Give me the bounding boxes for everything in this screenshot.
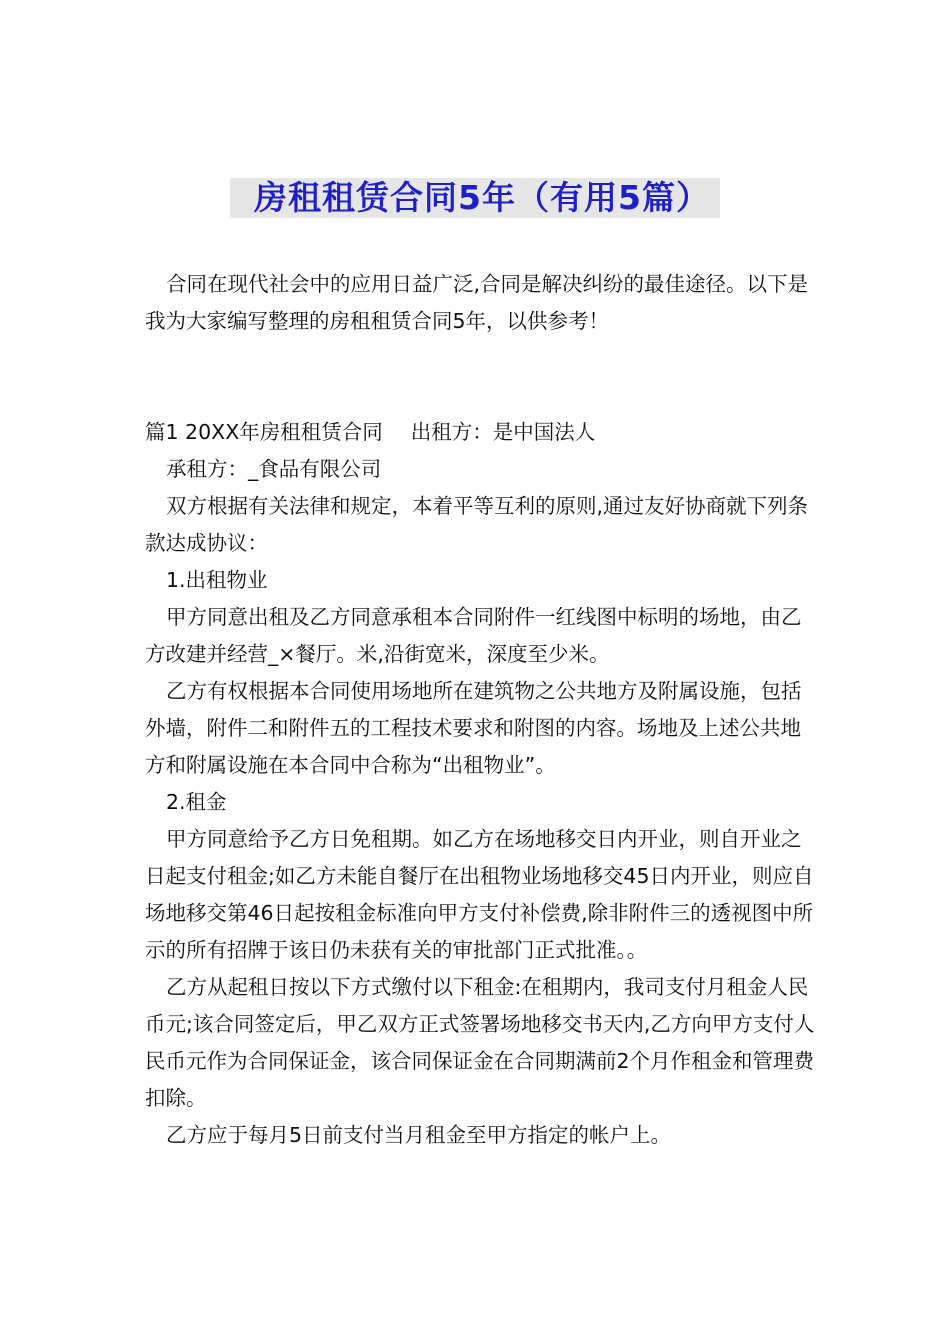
title-container xyxy=(0,178,950,218)
main-section xyxy=(145,414,815,1154)
section-heading: 篇1 20XX年房租租赁合同 xyxy=(145,420,383,444)
lessee-paragraph: 承租方：_食品有限公司 xyxy=(166,457,382,481)
document-title: 房租租赁合同5年（有用5篇） xyxy=(230,178,720,218)
rent-paragraph-1: 甲方同意给予乙方日免租期。如乙方在场地移交日内开业，则自开业之日起支付租金;如乙方未能自餐厅在出租物业场地移交45日内开业，则应自场地移交第46日起按租金标准向甲方支付补偿费,除非附件三的透视图中所示的所有招牌于该日仍未获有关的审批部门正式批准。。 xyxy=(145,827,814,962)
section-heading-line xyxy=(145,414,815,451)
rent-paragraph-2: 乙方从起租日按以下方式缴付以下租金:在租期内，我司支付月租金人民币元;该合同签定后，甲乙双方正式签署场地移交书天内,乙方向甲方支付人民币元作为合同保证金，该合同保证金在合同期满前2个月作租金和管理费扣除。 xyxy=(145,975,815,1110)
clause-heading-property: 1.出租物业 xyxy=(166,568,268,592)
property-paragraph-2: 乙方有权根据本合同使用场地所在建筑物之公共地方及附属设施，包括外墙，附件二和附件五的工程技术要求和附图的内容。场地及上述公共地方和附属设施在本合同中合称为“出租物业”。 xyxy=(145,679,802,777)
lessor-text: 出租方：是中国法人 xyxy=(410,420,596,444)
rent-paragraph-3: 乙方应于每月5日前支付当月租金至甲方指定的帐户上。 xyxy=(166,1123,672,1147)
intro-section xyxy=(145,266,815,340)
clause-heading-rent: 2.租金 xyxy=(166,790,227,814)
agreement-paragraph: 双方根据有关法律和规定，本着平等互利的原则,通过友好协商就下列条款达成协议： xyxy=(145,494,809,555)
intro-paragraph: 合同在现代社会中的应用日益广泛,合同是解决纠纷的最佳途径。以下是我为大家编写整理的房租租赁合同5年，以供参考！ xyxy=(145,272,809,333)
property-paragraph-1: 甲方同意出租及乙方同意承租本合同附件一红线图中标明的场地，由乙方改建并经营_×餐厅。米,沿街宽米，深度至少米。 xyxy=(145,605,802,666)
